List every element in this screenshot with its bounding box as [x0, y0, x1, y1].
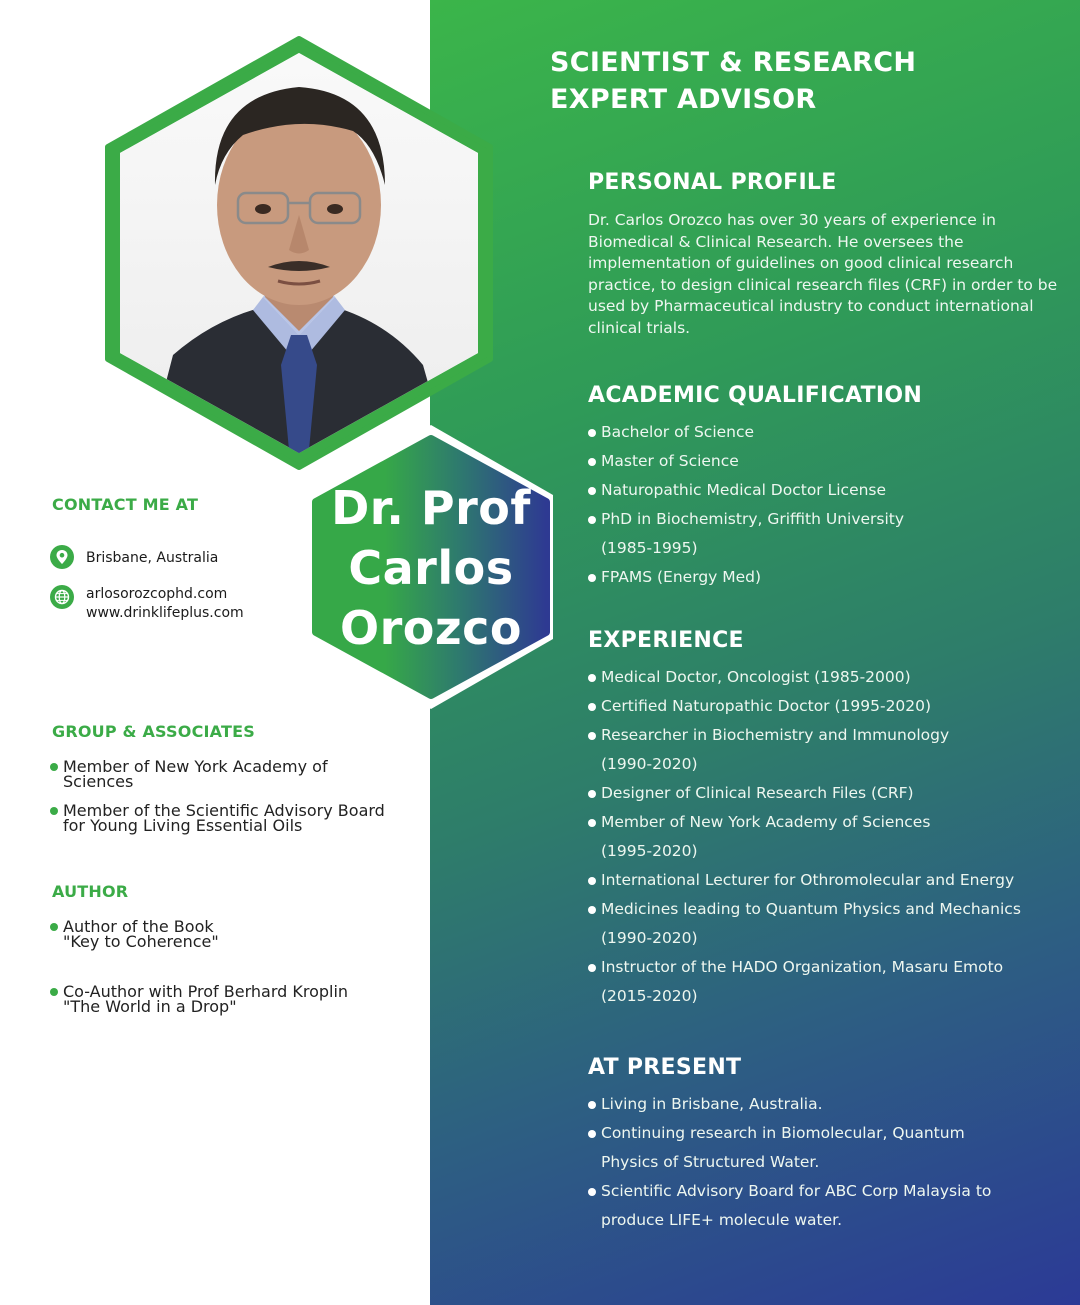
experience-section — [588, 628, 1058, 1011]
list-item: Member of New York Academy of Sciences — [50, 759, 410, 789]
section-heading: EXPERIENCE — [588, 628, 744, 653]
list-item: Medicines leading to Quantum Physics and Mechanics (1990-2020) — [588, 895, 1058, 953]
list-item: Living in Brisbane, Australia. — [588, 1090, 1058, 1119]
location-pin-icon — [50, 545, 74, 569]
author-heading: AUTHOR — [52, 882, 129, 901]
list-item: Researcher in Biochemistry and Immunology (1990-2020) — [588, 721, 1058, 779]
section-heading: PERSONAL PROFILE — [588, 170, 837, 195]
academic-list — [588, 418, 1058, 592]
list-item: Designer of Clinical Research Files (CRF) — [588, 779, 1058, 808]
list-item: Master of Science — [588, 447, 1058, 476]
list-item: Member of the Scientific Advisory Board for Young Living Essential Oils — [50, 803, 410, 833]
list-item: Certified Naturopathic Doctor (1995-2020) — [588, 692, 1058, 721]
profile-text: Dr. Carlos Orozco has over 30 years of experience in Biomedical & Clinical Research. He oversees the implementation of guidelines on good clinical research practice, to design clinical research files (CRF) in order to be used by Pharmaceutical industry to conduct international clinical trials. — [588, 211, 1058, 337]
list-item: International Lecturer for Othromolecular and Energy — [588, 866, 1058, 895]
section-heading: AT PRESENT — [588, 1055, 742, 1080]
website-link-2[interactable]: www.drinklifeplus.com — [86, 605, 244, 621]
list-item: PhD in Biochemistry, Griffith University (1985-1995) — [588, 505, 1058, 563]
list-item: Continuing research in Biomolecular, Quantum Physics of Structured Water. — [588, 1119, 1058, 1177]
academic-section — [588, 383, 1058, 592]
websites-text — [86, 585, 244, 623]
group-list — [50, 759, 410, 847]
name-line3: Orozco — [339, 601, 523, 655]
globe-icon — [50, 585, 74, 609]
location-text: Brisbane, Australia — [86, 550, 219, 566]
header-title-line1: SCIENTIST & RESEARCH — [550, 47, 917, 78]
personal-profile-section — [588, 170, 1058, 340]
profile-photo — [103, 35, 495, 471]
at-present-section — [588, 1055, 1058, 1235]
list-item: Naturopathic Medical Doctor License — [588, 476, 1058, 505]
list-item: Member of New York Academy of Sciences (1995-2020) — [588, 808, 1058, 866]
name-line1: Dr. Prof — [331, 481, 531, 535]
section-heading: ACADEMIC QUALIFICATION — [588, 383, 923, 408]
list-item: Co-Author with Prof Berhard Kroplin "The World in a Drop" — [50, 984, 410, 1014]
author-list — [50, 919, 410, 1028]
present-list — [588, 1090, 1058, 1235]
list-item: FPAMS (Energy Med) — [588, 563, 1058, 592]
name-line2: Carlos — [348, 541, 514, 595]
contact-websites — [50, 585, 244, 623]
contact-heading: CONTACT ME AT — [52, 495, 199, 514]
website-link-1[interactable]: arlosorozcophd.com — [86, 586, 228, 602]
list-item: Author of the Book "Key to Coherence" — [50, 919, 410, 949]
list-item: Scientific Advisory Board for ABC Corp Malaysia to produce LIFE+ molecule water. — [588, 1177, 1058, 1235]
experience-list — [588, 663, 1058, 1011]
list-item: Bachelor of Science — [588, 418, 1058, 447]
contact-location — [50, 545, 218, 569]
person-name — [306, 478, 556, 658]
list-item: Instructor of the HADO Organization, Masaru Emoto (2015-2020) — [588, 953, 1058, 1011]
group-heading: GROUP & ASSOCIATES — [52, 722, 255, 741]
list-item: Medical Doctor, Oncologist (1985-2000) — [588, 663, 1058, 692]
header-title — [550, 44, 1050, 118]
header-title-line2: EXPERT ADVISOR — [550, 84, 817, 115]
